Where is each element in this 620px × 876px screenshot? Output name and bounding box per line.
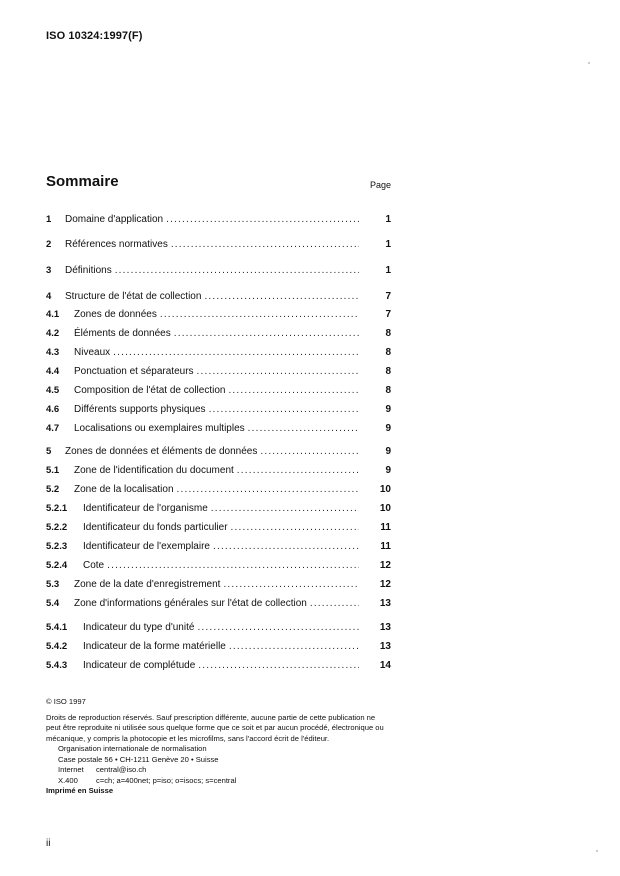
toc-entry-number: 5.1	[46, 465, 60, 476]
dot-leader	[260, 445, 359, 459]
toc-entry-number: 4.4	[46, 366, 60, 377]
toc-entry-leader	[65, 264, 359, 278]
toc-entry-label: Différents supports physiques	[74, 403, 209, 417]
dot-leader	[197, 621, 359, 635]
rights-statement: Droits de reproduction réservés. Sauf prescription différente, aucune partie de cette publication ne peut être reproduite ni utilisée sous quelque forme que ce soit et par aucun procédé, électronique ou mécanique, y compris la photocopie et les microfilms, sans l'accord écrit de l'éditeur.	[46, 712, 384, 743]
toc-entry-leader	[74, 422, 359, 436]
toc-entry-page: 9	[385, 446, 391, 457]
dot-leader	[231, 521, 359, 535]
toc-entry-label: Indicateur du type d'unité	[83, 621, 197, 635]
toc-entry-leader	[74, 384, 359, 398]
dot-leader	[177, 483, 359, 497]
toc-entry-label: Zone d'informations générales sur l'état de collection	[74, 597, 310, 611]
toc-entry-page: 8	[385, 385, 391, 396]
toc-entry-label: Zone de la date d'enregistrement	[74, 578, 223, 592]
toc-entry-number: 4.1	[46, 309, 60, 320]
internet-contact	[46, 765, 391, 776]
dot-leader	[204, 290, 359, 304]
toc-entry-leader	[65, 213, 359, 227]
page-number: ii	[46, 838, 51, 849]
toc-entry-page: 1	[385, 239, 391, 250]
toc-entry-leader	[74, 483, 359, 497]
toc-entry-page: 13	[379, 622, 391, 633]
toc-entry	[46, 559, 391, 573]
toc-entry-page: 9	[385, 404, 391, 415]
toc-entry-leader	[83, 659, 359, 673]
toc-entry-leader	[83, 521, 359, 535]
toc-entry-leader	[65, 445, 359, 459]
dot-leader	[248, 422, 359, 436]
toc-entry-page: 10	[379, 484, 391, 495]
toc-entry-page: 12	[379, 560, 391, 571]
toc-page-column-label: Page	[370, 180, 392, 190]
toc-entry-number: 5.2.2	[46, 522, 68, 533]
dot-leader	[213, 540, 359, 554]
toc-entry-label: Identificateur de l'organisme	[83, 502, 211, 516]
toc-entry-page: 7	[385, 309, 391, 320]
toc-entry-leader	[74, 403, 359, 417]
toc-entry	[46, 213, 391, 227]
organization-address: Case postale 56 • CH-1211 Genève 20 • Suisse	[58, 754, 219, 764]
toc-entry	[46, 327, 391, 341]
toc-entry-number: 5.4	[46, 598, 60, 609]
toc-entry-page: 10	[379, 503, 391, 514]
x400-label: X.400	[58, 775, 78, 785]
toc-entry-label: Définitions	[65, 264, 115, 278]
toc-entry-label: Références normatives	[65, 238, 171, 252]
toc-entry	[46, 346, 391, 360]
toc-entry-number: 3	[46, 265, 52, 276]
document-id-header: ISO 10324:1997(F)	[46, 30, 143, 42]
dot-leader	[198, 659, 359, 673]
toc-entry-page: 8	[385, 347, 391, 358]
toc-entry-label: Identificateur de l'exemplaire	[83, 540, 213, 554]
toc-entry-number: 4.5	[46, 385, 60, 396]
toc-entry	[46, 365, 391, 379]
toc-entry	[46, 540, 391, 554]
toc-entry-leader	[83, 502, 359, 516]
toc-entry-label: Zones de données et éléments de données	[65, 445, 260, 459]
toc-entry-leader	[74, 308, 359, 322]
toc-entry-number: 5.2	[46, 484, 60, 495]
toc-entry	[46, 422, 391, 436]
toc-entry-leader	[65, 290, 359, 304]
toc-entry	[46, 238, 391, 252]
organization-name: Organisation internationale de normalisation	[58, 744, 207, 753]
toc-entry-label: Structure de l'état de collection	[65, 290, 204, 304]
dot-leader	[228, 384, 359, 398]
toc-entry-leader	[65, 238, 359, 252]
toc-entry-number: 5	[46, 446, 52, 457]
toc-entry-page: 9	[385, 465, 391, 476]
toc-entry	[46, 578, 391, 592]
toc-entry-number: 5.3	[46, 579, 60, 590]
scan-speck	[596, 850, 598, 852]
toc-entry	[46, 483, 391, 497]
dot-leader	[166, 213, 359, 227]
internet-label: Internet	[58, 765, 84, 774]
toc-entry-number: 5.2.1	[46, 503, 68, 514]
toc-entry-label: Indicateur de la forme matérielle	[83, 640, 229, 654]
toc-entry	[46, 521, 391, 535]
dot-leader	[223, 578, 359, 592]
printed-in: Imprimé en Suisse	[46, 786, 114, 795]
toc-entry-number: 2	[46, 239, 52, 250]
internet-address: central@iso.ch	[96, 765, 147, 774]
dot-leader	[171, 238, 359, 252]
toc-entry-leader	[74, 464, 359, 478]
dot-leader	[211, 502, 359, 516]
toc-entry-leader	[83, 621, 359, 635]
toc-entry-number: 5.4.3	[46, 660, 68, 671]
toc-entry-page: 11	[380, 522, 391, 533]
dot-leader	[115, 264, 359, 278]
copyright-line: © ISO 1997	[46, 697, 86, 706]
toc-entry-label: Niveaux	[74, 346, 113, 360]
x400-address: c=ch; a=400net; p=iso; o=isocs; s=central	[96, 775, 237, 785]
toc-entry-page: 13	[379, 641, 391, 652]
toc-entry-page: 12	[379, 579, 391, 590]
toc-entry-leader	[74, 327, 359, 341]
toc-entry-label: Indicateur de complétude	[83, 659, 198, 673]
toc-entry-leader	[83, 640, 359, 654]
toc-entry-number: 1	[46, 214, 52, 225]
dot-leader	[229, 640, 359, 654]
toc-entry-number: 4.2	[46, 328, 60, 339]
dot-leader	[160, 308, 359, 322]
toc-entry-number: 4.3	[46, 347, 60, 358]
toc-entry-label: Éléments de données	[74, 327, 174, 341]
toc-entry-label: Zones de données	[74, 308, 160, 322]
dot-leader	[197, 365, 359, 379]
toc-entry	[46, 384, 391, 398]
toc-entry-leader	[74, 365, 359, 379]
toc-title: Sommaire	[46, 173, 119, 190]
dot-leader	[209, 403, 359, 417]
toc-entry-label: Identificateur du fonds particulier	[83, 521, 231, 535]
toc-entry	[46, 464, 391, 478]
toc-entry-page: 14	[379, 660, 391, 671]
toc-entry-label: Localisations ou exemplaires multiples	[74, 422, 248, 436]
copyright-notice	[46, 697, 391, 797]
toc-entry-label: Zone de la localisation	[74, 483, 177, 497]
toc-entry-number: 5.4.1	[46, 622, 68, 633]
toc-entry	[46, 264, 391, 278]
toc-entry-label: Zone de l'identification du document	[74, 464, 237, 478]
toc-entry-page: 1	[385, 265, 391, 276]
dot-leader	[310, 597, 359, 611]
toc-entry-leader	[74, 597, 359, 611]
toc-entry-label: Ponctuation et séparateurs	[74, 365, 197, 379]
toc-entry-page: 8	[385, 366, 391, 377]
toc-entry-page: 9	[385, 423, 391, 434]
toc-entry	[46, 403, 391, 417]
toc-entry	[46, 640, 391, 654]
toc-entry-number: 4	[46, 291, 52, 302]
toc-entry-number: 5.2.3	[46, 541, 68, 552]
toc-entry-label: Domaine d'application	[65, 213, 166, 227]
toc-entry-number: 4.7	[46, 423, 60, 434]
toc-entry-leader	[83, 540, 359, 554]
x400-contact	[46, 776, 391, 787]
dot-leader	[237, 464, 359, 478]
toc-entry-page: 8	[385, 328, 391, 339]
toc-entry	[46, 290, 391, 304]
toc-entry	[46, 308, 391, 322]
toc-entry	[46, 597, 391, 611]
toc-entry-leader	[74, 578, 359, 592]
toc-entry	[46, 445, 391, 459]
toc-entry-label: Cote	[83, 559, 107, 573]
toc-entry-label: Composition de l'état de collection	[74, 384, 228, 398]
dot-leader	[113, 346, 359, 360]
toc-entry-number: 4.6	[46, 404, 60, 415]
toc-entry-number: 5.4.2	[46, 641, 68, 652]
toc-entry-page: 13	[379, 598, 391, 609]
dot-leader	[174, 327, 359, 341]
toc-entry-page: 7	[385, 291, 391, 302]
toc-entry-leader	[74, 346, 359, 360]
dot-leader	[107, 559, 359, 573]
toc-entry-leader	[83, 559, 359, 573]
scan-speck	[588, 62, 590, 64]
toc-entry	[46, 659, 391, 673]
toc-entry-page: 11	[380, 541, 391, 552]
toc-entry-number: 5.2.4	[46, 560, 68, 571]
toc-entry-page: 1	[385, 214, 391, 225]
toc-entry	[46, 621, 391, 635]
toc-entry	[46, 502, 391, 516]
